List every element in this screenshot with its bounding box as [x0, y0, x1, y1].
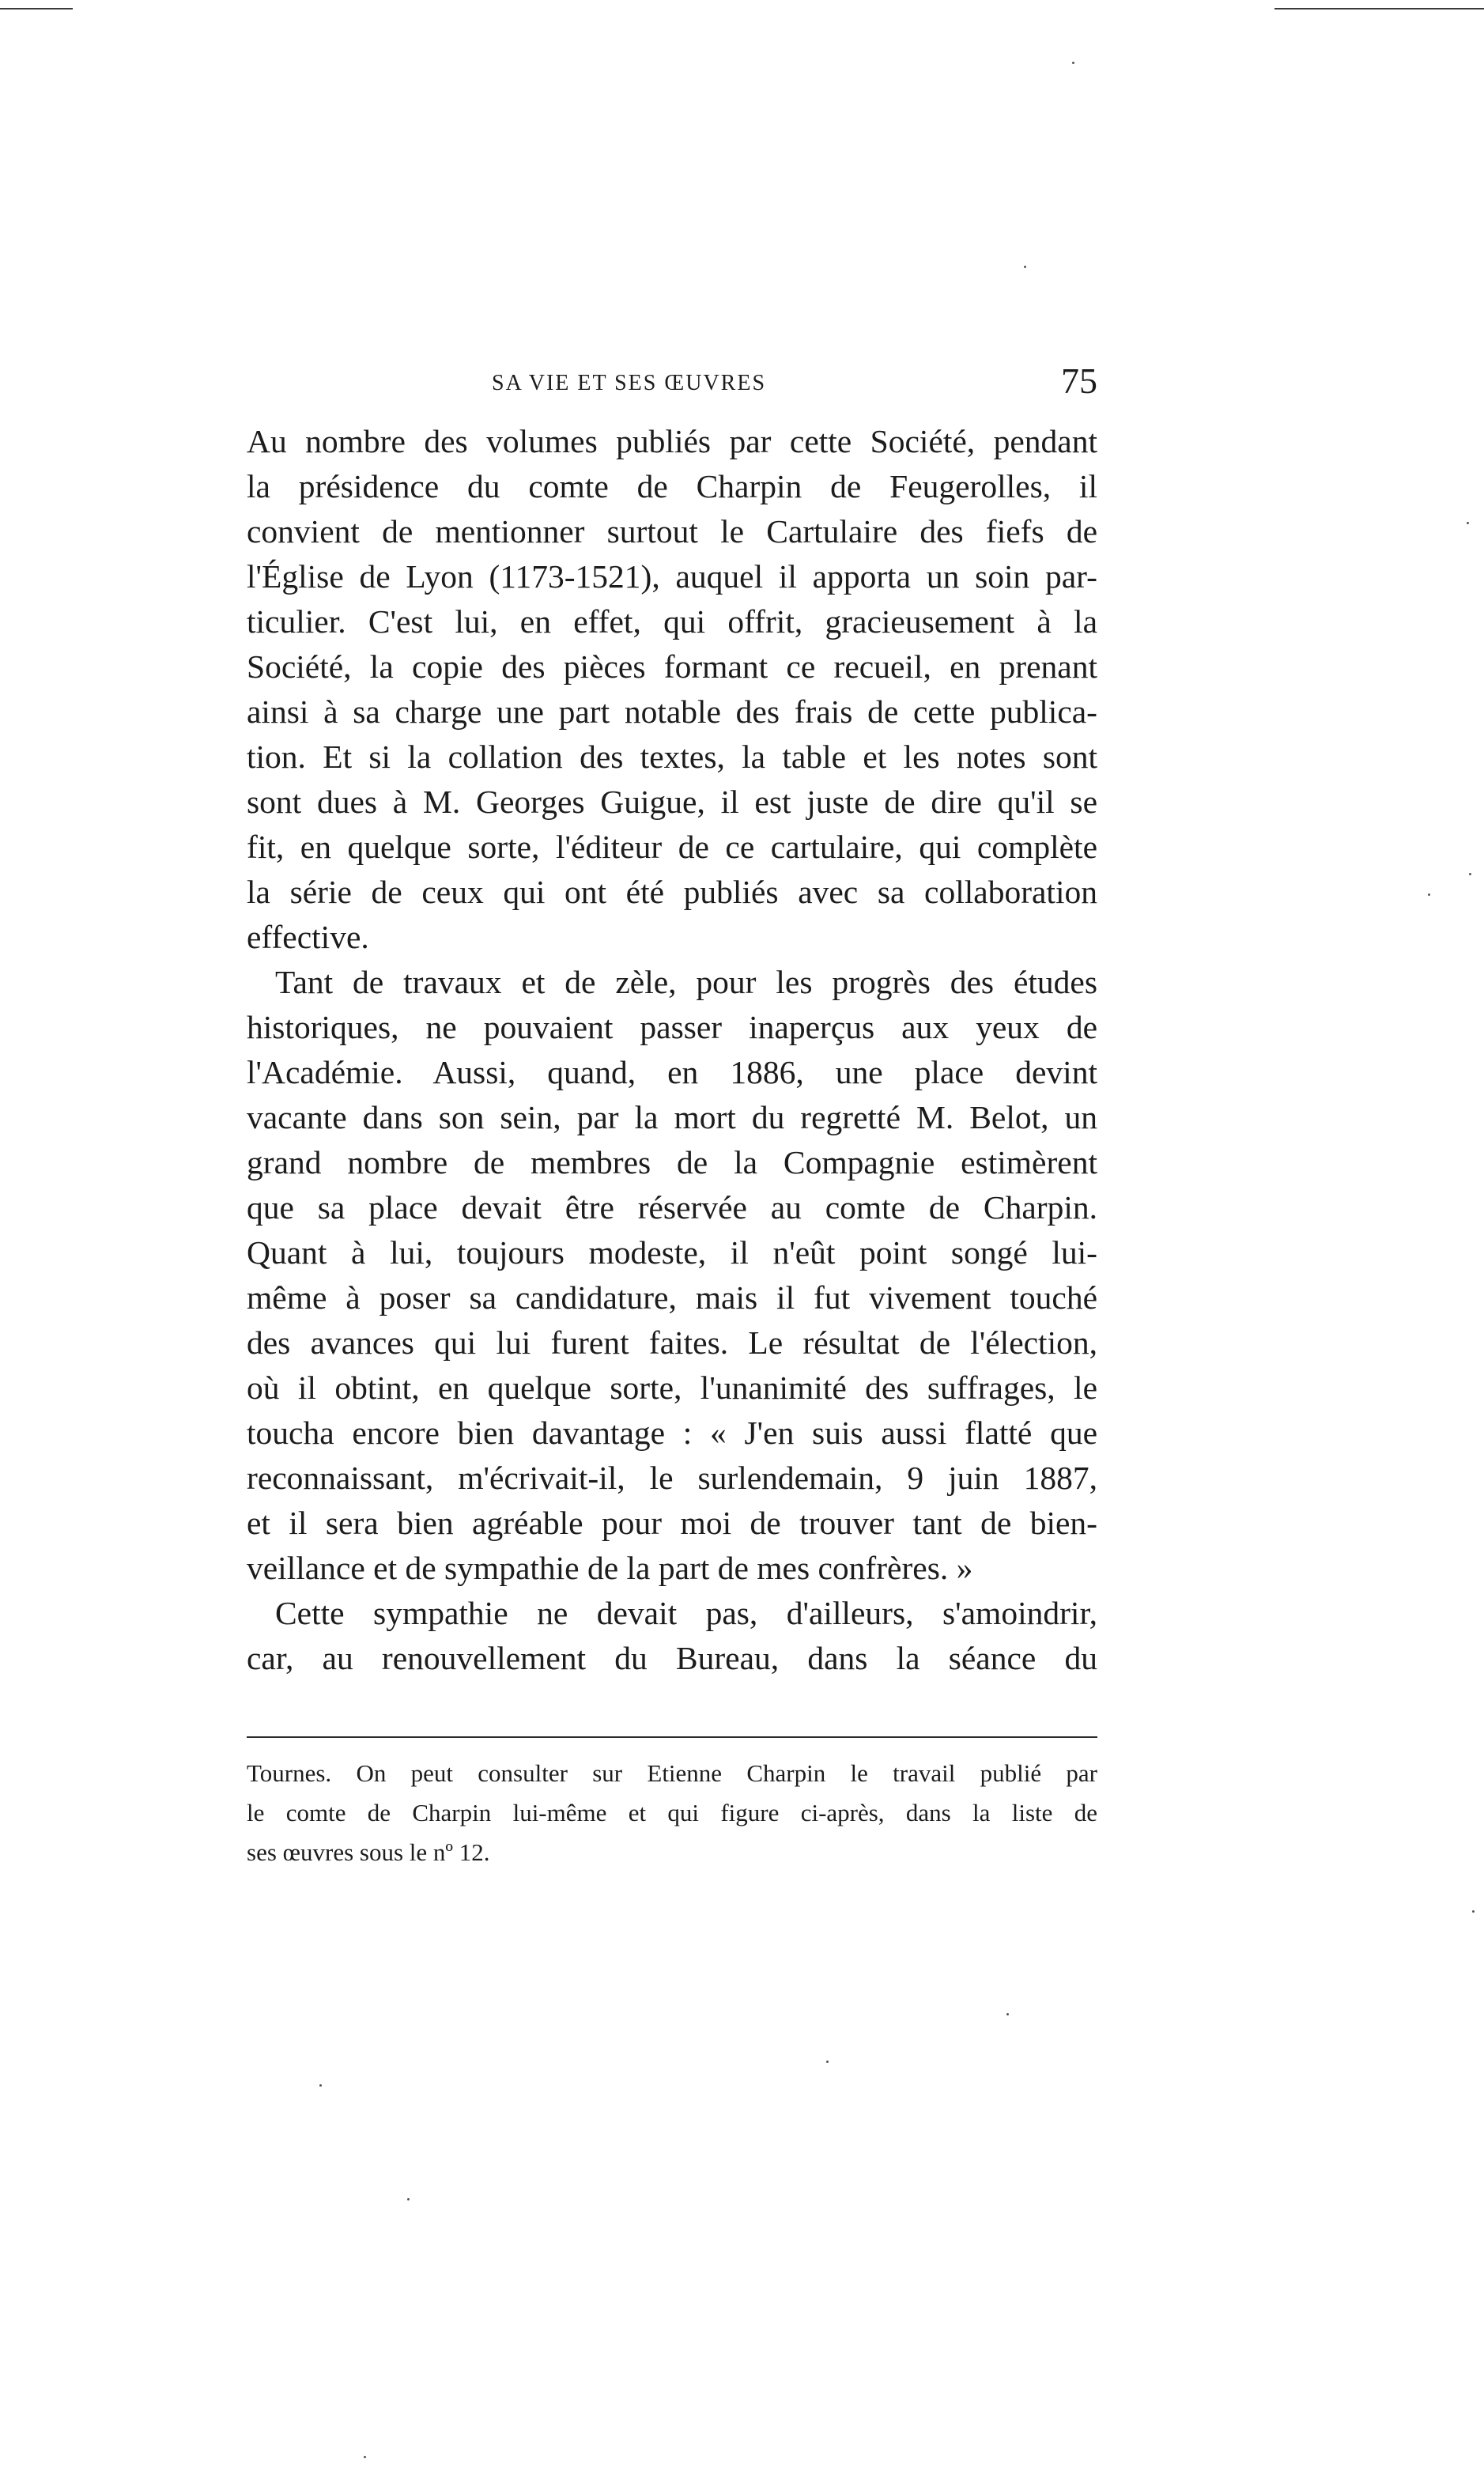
text-line: même à poser sa candidature, mais il fut vivement touché: [247, 1279, 1097, 1316]
scan-speck: [1428, 893, 1430, 896]
scan-edge-rule-right: [1274, 8, 1484, 9]
scan-speck: [319, 2084, 322, 2087]
text-line: et il sera bien agréable pour moi de trouver tant de bien-: [247, 1505, 1097, 1541]
footnote-line: ses œuvres sous le nº 12.: [247, 1838, 490, 1866]
page-number: 75: [1061, 361, 1097, 401]
text-line: l'Église de Lyon (1173-1521), auquel il apporta un soin par-: [247, 558, 1097, 595]
footnote: [247, 1754, 1097, 1872]
text-line: historiques, ne pouvaient passer inaperçus aux yeux de: [247, 1009, 1097, 1045]
page-header: [247, 360, 1097, 407]
running-title: SA VIE ET SES ŒUVRES: [492, 371, 767, 395]
text-line: la série de ceux qui ont été publiés avec sa collaboration: [247, 874, 1097, 910]
text-line: la présidence du comte de Charpin de Feugerolles, il: [247, 468, 1097, 504]
scan-speck: [1024, 266, 1026, 268]
text-line: des avances qui lui furent faites. Le résultat de l'élection,: [247, 1324, 1097, 1361]
text-line: reconnaissant, m'écrivait-il, le surlendemain, 9 juin 1887,: [247, 1460, 1097, 1496]
scan-speck: [1472, 1910, 1475, 1913]
scan-speck: [407, 2198, 410, 2200]
footnote-line: le comte de Charpin lui-même et qui figure ci-après, dans la liste de: [247, 1799, 1097, 1826]
scan-edge-rule-left: [0, 8, 73, 9]
text-line: l'Académie. Aussi, quand, en 1886, une place devint: [247, 1054, 1097, 1090]
scan-speck: [1006, 2013, 1009, 2015]
main-text: [247, 419, 1097, 1681]
text-line: que sa place devait être réservée au comte de Charpin.: [247, 1189, 1097, 1226]
text-line: Société, la copie des pièces formant ce recueil, en prenant: [247, 648, 1097, 685]
text-line: Cette sympathie ne devait pas, d'ailleurs, s'amoindrir,: [275, 1595, 1097, 1631]
scan-speck: [1467, 522, 1469, 524]
text-line: Au nombre des volumes publiés par cette Société, pendant: [247, 423, 1097, 459]
text-line: Tant de travaux et de zèle, pour les progrès des études: [275, 964, 1097, 1000]
text-line: ticulier. C'est lui, en effet, qui offrit, gracieusement à la: [247, 603, 1097, 640]
text-line: convient de mentionner surtout le Cartulaire des fiefs de: [247, 513, 1097, 550]
text-line: vacante dans son sein, par la mort du regretté M. Belot, un: [247, 1099, 1097, 1135]
scan-speck: [826, 2061, 829, 2063]
text-line: effective.: [247, 919, 369, 955]
text-line: grand nombre de membres de la Compagnie estimèrent: [247, 1144, 1097, 1180]
text-line: car, au renouvellement du Bureau, dans la séance du: [247, 1640, 1097, 1676]
text-line: sont dues à M. Georges Guigue, il est juste de dire qu'il se: [247, 784, 1097, 820]
text-line: où il obtint, en quelque sorte, l'unanimité des suffrages, le: [247, 1369, 1097, 1406]
text-line: fit, en quelque sorte, l'éditeur de ce cartulaire, qui complète: [247, 829, 1097, 865]
footnote-separator: [247, 1736, 1097, 1738]
footnote-line: Tournes. On peut consulter sur Etienne Charpin le travail publié par: [247, 1759, 1097, 1787]
text-line: veillance et de sympathie de la part de mes confrères. »: [247, 1550, 973, 1586]
scan-speck: [1469, 873, 1471, 875]
text-line: toucha encore bien davantage : « J'en suis aussi flatté que: [247, 1415, 1097, 1451]
text-line: Quant à lui, toujours modeste, il n'eût point songé lui-: [247, 1234, 1097, 1271]
scan-speck: [364, 2456, 366, 2458]
scan-speck: [1072, 62, 1074, 64]
text-line: ainsi à sa charge une part notable des frais de cette publica-: [247, 693, 1097, 730]
text-line: tion. Et si la collation des textes, la table et les notes sont: [247, 738, 1097, 775]
